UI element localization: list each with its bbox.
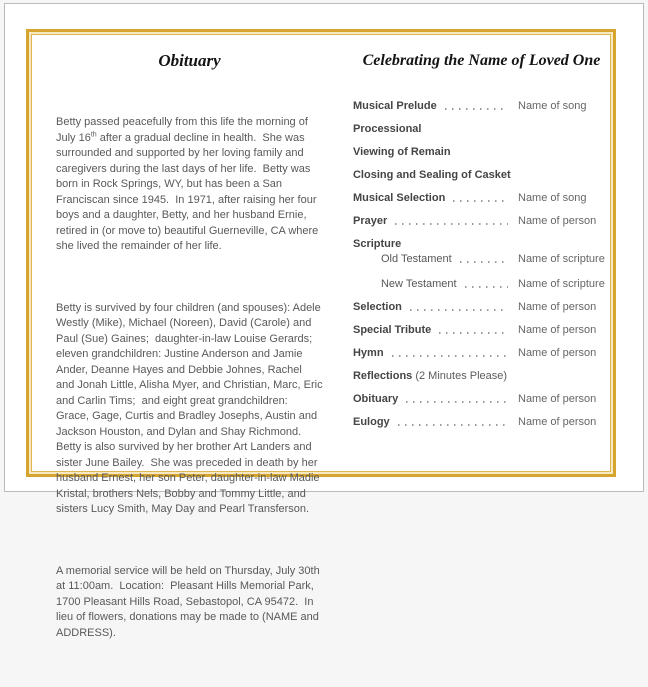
order-of-service-page [353, 45, 610, 471]
obituary-paragraph-2: Betty is survived by four children (and spouses): Adele Westly (Mike), Michael (Noreen), David (Carole) and Paul (Sue) Gaines; daughter-in-law Louise Gerards; eleven grandchildren: Justine Anderson and Jamie Ander, Deanne Hayes and Debbie Johnes, Rachel and Jonah Little, Alisha Myer, and Christian, Marc, Eric and Carlin Tims; and eight great grandchildren: Grace, Gage, Curtis and Bradley Josephs, Austin and Jackson Houston, and Dylan and Shay Richmond. Betty is also survived by her brother Art Landers and sister June Bailey. She was preceded in death by her husband Ernest, her son Peter, daughter-in-law Madie Kristal, brothers Nels, Bobby and Tommy Little, and sisters Lucy Smith, May Day and Pearl Transferson. [56, 301, 326, 515]
program-row-viewing [353, 146, 610, 159]
program-label: Eulogy [352, 416, 390, 428]
obituary-paragraph-3: A memorial service will be held on Thursday, July 30th at 11:00am. Location: Pleasant Hills Memorial Park, 1700 Pleasant Hills Road, Sebastopol, CA 95472. In lieu of flowers, donations may be made to (NAME and ADDRESS). [56, 564, 323, 639]
celebration-heading: Celebrating the Name of Loved One [362, 52, 601, 69]
program-value: Name of person [518, 416, 597, 428]
gold-border-frame [26, 29, 616, 639]
obituary-paragraph-1-rest: after a gradual decline in health. She was surrounded and supported by her loving family and caregivers during the last days of her life. Betty was born in Rock Springs, WY, but has been a San Franciscan since 1945. In 1971, after raising her four boys and a daughter, Betty, and her husband Ernie, retired in (or move to) beautiful Guerneville, CA where she lived the remainder of her life. [56, 131, 322, 252]
program-row-closing-casket [353, 169, 610, 182]
program-sheet [4, 3, 644, 639]
program-row-new-testament [353, 278, 610, 291]
program-value: Name of person [518, 347, 597, 359]
program-row-old-testament [353, 253, 610, 266]
order-of-service-list [353, 100, 610, 429]
program-row-processional [353, 123, 610, 136]
program-row-scripture [353, 238, 610, 251]
dotted-leader [410, 309, 508, 311]
program-row-musical-prelude [353, 100, 610, 113]
ordinal-suffix: th [90, 130, 97, 138]
program-value: Name of person [518, 215, 597, 227]
two-page-spread [32, 35, 610, 639]
dotted-leader [395, 223, 508, 225]
program-label: Scripture [352, 238, 402, 250]
dotted-leader [453, 200, 508, 202]
dotted-leader [398, 424, 508, 426]
program-label: Musical Prelude [352, 100, 437, 112]
program-row-obituary [353, 393, 610, 406]
dotted-leader [465, 286, 508, 288]
program-row-special-tribute [353, 324, 610, 337]
program-value: Name of song [518, 192, 587, 204]
program-label: Processional [352, 123, 422, 135]
program-note: (2 Minutes Please) [412, 370, 508, 382]
program-label: New Testament [380, 278, 457, 290]
program-row-reflections [353, 370, 610, 383]
program-label: Closing and Sealing of Casket [352, 169, 511, 181]
dotted-leader [439, 332, 508, 334]
dotted-leader [445, 108, 508, 110]
program-label: Musical Selection [352, 192, 446, 204]
obituary-paragraph-1-text: Betty passed peacefully from this life the morning of July 16 [56, 116, 311, 144]
program-label: Reflections [352, 370, 413, 382]
program-row-selection [353, 301, 610, 314]
program-value: Name of scripture [518, 278, 605, 290]
obituary-paragraph-1 [56, 115, 323, 255]
obituary-body [56, 84, 326, 687]
dotted-leader [392, 355, 508, 357]
program-label: Special Tribute [352, 324, 432, 336]
obituary-heading: Obituary [158, 51, 221, 70]
program-value: Name of person [518, 324, 597, 336]
program-row-hymn [353, 347, 610, 360]
program-row-prayer [353, 215, 610, 228]
program-label: Hymn [352, 347, 384, 359]
program-value: Name of person [518, 301, 597, 313]
program-label: Obituary [352, 393, 399, 405]
program-label: Prayer [352, 215, 388, 227]
program-label: Viewing of Remain [352, 146, 451, 158]
dotted-leader [406, 401, 508, 403]
program-value: Name of person [518, 393, 597, 405]
program-row-musical-selection [353, 192, 610, 205]
dotted-leader [460, 261, 508, 263]
program-value: Name of song [518, 100, 587, 112]
program-label: Selection [352, 301, 402, 313]
program-row-eulogy [353, 416, 610, 429]
program-label: Old Testament [380, 253, 452, 265]
gold-border-frame-inner [31, 34, 611, 639]
program-value: Name of scripture [518, 253, 605, 265]
obituary-page [56, 45, 326, 639]
